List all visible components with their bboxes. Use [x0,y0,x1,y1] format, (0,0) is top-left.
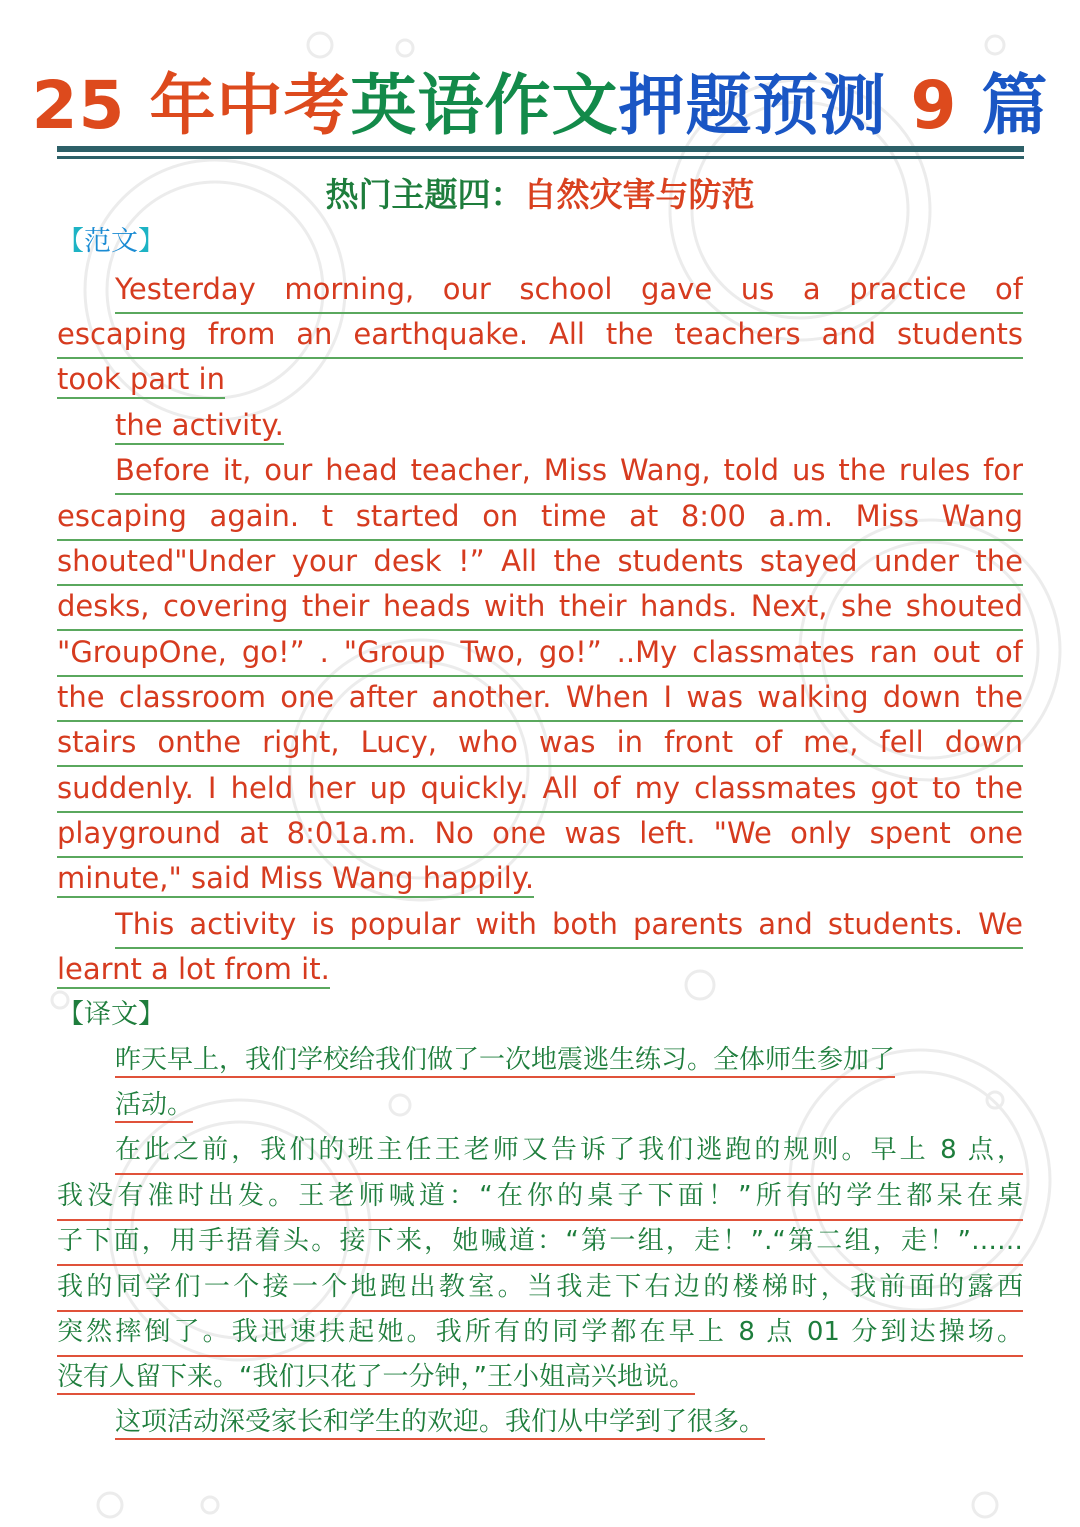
essay-line [57,357,1023,402]
essay-line: stairs onthe right, Lucy, who was in front of me, fell down [57,720,1023,767]
title-part-predict: 押题预测 [618,67,887,144]
title-part-exam: 年中考 [149,67,351,144]
essay-line: playground at 8:01a.m. No one was left. "We only spent one [57,811,1023,858]
translation-line [115,1038,1023,1083]
essay-line: escaping from an earthquake. All the teachers and students [57,312,1023,359]
topic-name: 自然灾害与防范 [523,175,755,214]
sample-essay-label [57,224,165,260]
translation-line [115,1400,1023,1445]
translation-line [57,1355,1023,1400]
essay-line-text: learnt a lot from it. [57,952,330,989]
title-divider-thin [57,156,1024,159]
essay-line [57,947,1023,992]
title-divider-thick [57,146,1024,152]
essay-line-text: the activity. [115,408,284,445]
essay-line: escaping again. t started on time at 8:00 a.m. Miss Wang [57,494,1023,541]
translation-line-text: 这项活动深受家长和学生的欢迎。我们从中学到了很多。 [115,1407,765,1440]
topic-lead: 热门主题四： [325,175,524,214]
translation-line: 子下面，用手捂着头。接下来，她喊道：“第一组，走！”.“第二组，走！”…… [57,1219,1023,1266]
translation-line [115,1083,1023,1128]
translation-line: 在此之前，我们的班主任王老师又告诉了我们逃跑的规则。早上 8 点， [115,1128,1023,1175]
essay-line: This activity is popular with both parents and students. We [115,902,1023,949]
page-title [0,58,1080,154]
translation-label-text: 译文 [84,999,138,1030]
bracket-open: 【 [57,226,84,257]
translation-line-text: 昨天早上，我们学校给我们做了一次地震逃生练习。全体师生参加了 [115,1045,895,1078]
essay-line [115,403,1023,448]
title-count: 9 [910,67,958,144]
translation-line: 突然摔倒了。我迅速扶起她。我所有的同学都在早上 8 点 01 分到达操场。 [57,1310,1023,1357]
essay-line: the classroom one after another. When I was walking down the [57,675,1023,722]
essay-line: desks, covering their heads with their hands. Next, she shouted [57,584,1023,631]
bracket-close: 】 [138,999,165,1030]
bracket-close: 】 [138,226,165,257]
essay-line [57,856,1023,901]
translation-line: 我没有准时出发。王老师喊道：“在你的桌子下面！”所有的学生都呆在桌 [57,1174,1023,1221]
essay-line: Yesterday morning, our school gave us a practice of [115,267,1023,314]
translation-line-text: 活动。 [115,1090,193,1123]
essay-line: suddenly. I held her up quickly. All of my classmates got to the [57,766,1023,813]
essay-line: "GroupOne, go!” . "Group Two, go!” ..My classmates ran out of [57,630,1023,677]
translation-label [57,997,165,1033]
essay-line: Before it, our head teacher, Miss Wang, told us the rules for [115,448,1023,495]
topic-subtitle [0,172,1080,218]
title-number: 25 [31,67,126,144]
essay-line-text: took part in [57,362,225,399]
essay-line-text: minute," said Miss Wang happily. [57,861,534,898]
title-part-english: 英语作文 [350,67,619,144]
translation-line-text: 没有人留下来。“我们只花了一分钟，”王小姐高兴地说。 [57,1362,695,1395]
translation-line: 我的同学们一个接一个地跑出教室。当我走下右边的楼梯时，我前面的露西 [57,1265,1023,1312]
bracket-open: 【 [57,999,84,1030]
essay-line: shouted"Under your desk !” All the students stayed under the [57,539,1023,586]
title-part-articles: 篇 [981,67,1049,144]
sample-label-text: 范文 [84,226,138,257]
